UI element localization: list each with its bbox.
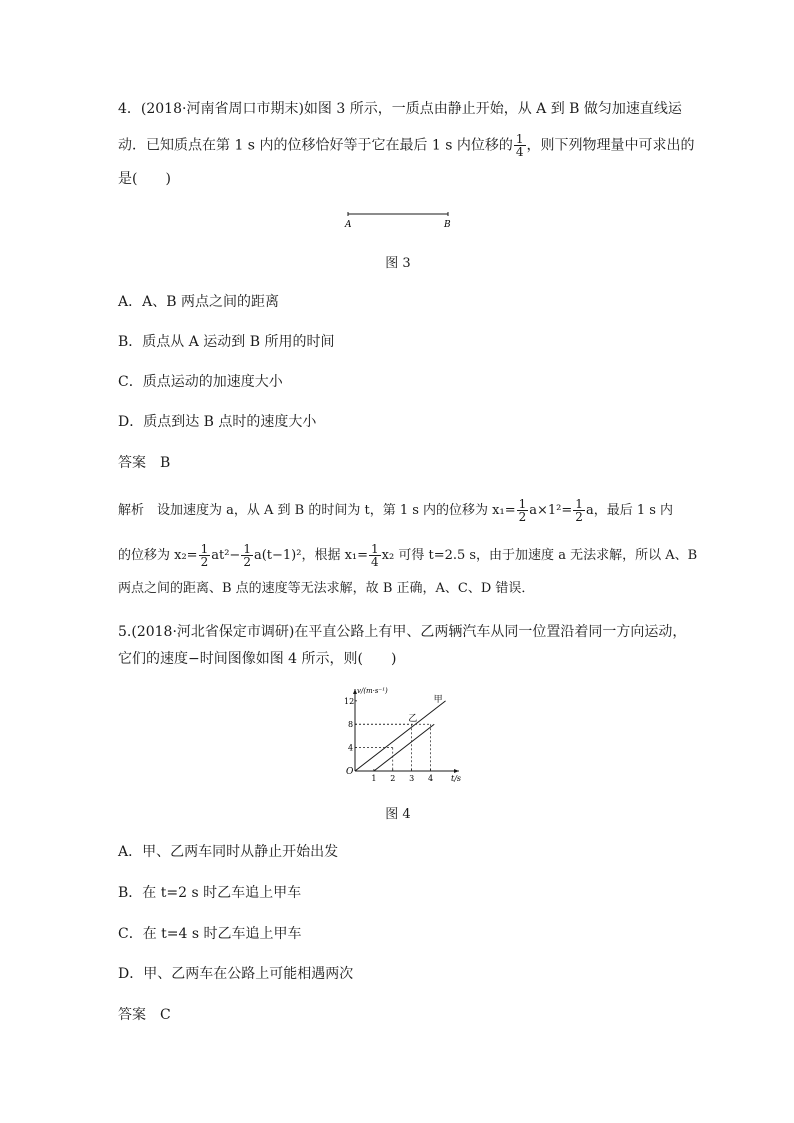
x-tick-label: 3 [409, 774, 415, 783]
q4-option-d: D．质点到达 B 点时的速度大小 [118, 414, 317, 430]
figure-4-caption: 图 4 [385, 807, 411, 822]
q4-solution-line-1 [118, 498, 673, 523]
solution-text: a，最后 1 s 内 [585, 503, 674, 518]
series-line-jia [355, 701, 446, 771]
figure-3-segment [340, 206, 460, 232]
fraction-numerator: 1 [575, 497, 583, 511]
fraction-denominator: 2 [575, 510, 583, 524]
solution-text: a×1²= [529, 503, 573, 518]
q5-option-c: C．在 t=4 s 时乙车追上甲车 [118, 926, 302, 942]
solution-text: 的位移为 x₂= [118, 548, 198, 563]
q5-option-a: A．甲、乙两车同时从静止开始出发 [118, 844, 339, 860]
q5-option-d: D．甲、乙两车在公路上可能相遇两次 [118, 966, 354, 982]
y-tick-label: 4 [348, 743, 354, 753]
fraction-denominator: 2 [518, 510, 527, 524]
fraction-numerator: 1 [518, 497, 527, 511]
x-tick-label: 1 [371, 774, 377, 783]
fraction-denominator: 4 [371, 555, 379, 569]
solution-text: 解析 设加速度为 a，从 A 到 B 的时间为 t，第 1 s 内的位移为 x₁= [118, 503, 516, 518]
q4-option-a: A．A、B 两点之间的距离 [118, 294, 279, 310]
q4-solution-line-2 [118, 543, 697, 568]
solution-text: at²− [211, 548, 241, 563]
x-axis-arrow [454, 769, 459, 773]
q4-solution-line-3: 两点之间的距离、B 点的速度等无法求解，故 B 正确，A、C、D 错误． [118, 581, 535, 596]
figure-3-caption: 图 3 [385, 256, 411, 271]
series-line-yi [374, 724, 434, 771]
q4-answer: 答案 B [118, 455, 171, 471]
fraction-half [199, 543, 211, 568]
fraction-numerator: 1 [200, 542, 209, 556]
q4-option-b: B．质点从 A 运动到 B 所用的时间 [118, 334, 335, 350]
y-axis-label: v/(m·s⁻¹) [357, 687, 388, 695]
figure-4-vt-chart [335, 685, 465, 785]
series-label-yi: 乙 [408, 714, 418, 725]
q5-line-2: 它们的速度−时间图像如图 4 所示，则( ) [118, 651, 397, 667]
y-tick-label: 12 [344, 696, 355, 706]
fraction-denominator: 4 [515, 145, 524, 159]
x-tick-label: 2 [390, 774, 396, 783]
y-tick-label: 8 [348, 720, 354, 730]
x-tick-label: 4 [427, 774, 434, 783]
q4-line-1: 4．(2018·河南省周口市期末)如图 3 所示，一质点由静止开始，从 A 到 B 做匀加速直线运 [118, 101, 682, 117]
fraction-numerator: 1 [243, 542, 251, 556]
fraction-denominator: 2 [200, 555, 209, 569]
q4-option-c: C．质点运动的加速度大小 [118, 374, 283, 390]
q4-line-2-pre: 动．已知质点在第 1 s 内的位移恰好等于它在最后 1 s 内位移的 [118, 137, 513, 154]
q5-option-b: B．在 t=2 s 时乙车追上甲车 [118, 885, 302, 901]
q4-line-2-post: ，则下列物理量中可求出的 [526, 137, 695, 154]
fraction-numerator: 1 [371, 542, 379, 556]
origin-label: O [346, 767, 354, 777]
q5-line-1: 5.(2018·河北省保定市调研)在平直公路上有甲、乙两辆汽车从同一位置沿着同一方向运动， [118, 624, 687, 640]
fraction-half [241, 543, 253, 568]
label-a: A [345, 220, 352, 230]
solution-text: a(t−1)²，根据 x₁= [253, 548, 369, 563]
fraction-half [517, 498, 529, 523]
fraction-numerator: 1 [515, 132, 524, 146]
fraction-quarter [514, 133, 526, 158]
solution-text: x₂ 可得 t=2.5 s，由于加速度 a 无法求解，所以 A、B [381, 548, 698, 563]
q4-line-2 [118, 133, 695, 158]
fraction-denominator: 2 [243, 555, 251, 569]
fraction-half [573, 498, 585, 523]
label-b: B [444, 220, 451, 230]
q5-answer: 答案 C [118, 1007, 171, 1023]
q4-line-3: 是( ) [118, 171, 171, 187]
fraction-quarter [369, 543, 381, 568]
x-axis-label: t/s [451, 774, 462, 783]
series-label-jia: 甲 [433, 694, 443, 705]
